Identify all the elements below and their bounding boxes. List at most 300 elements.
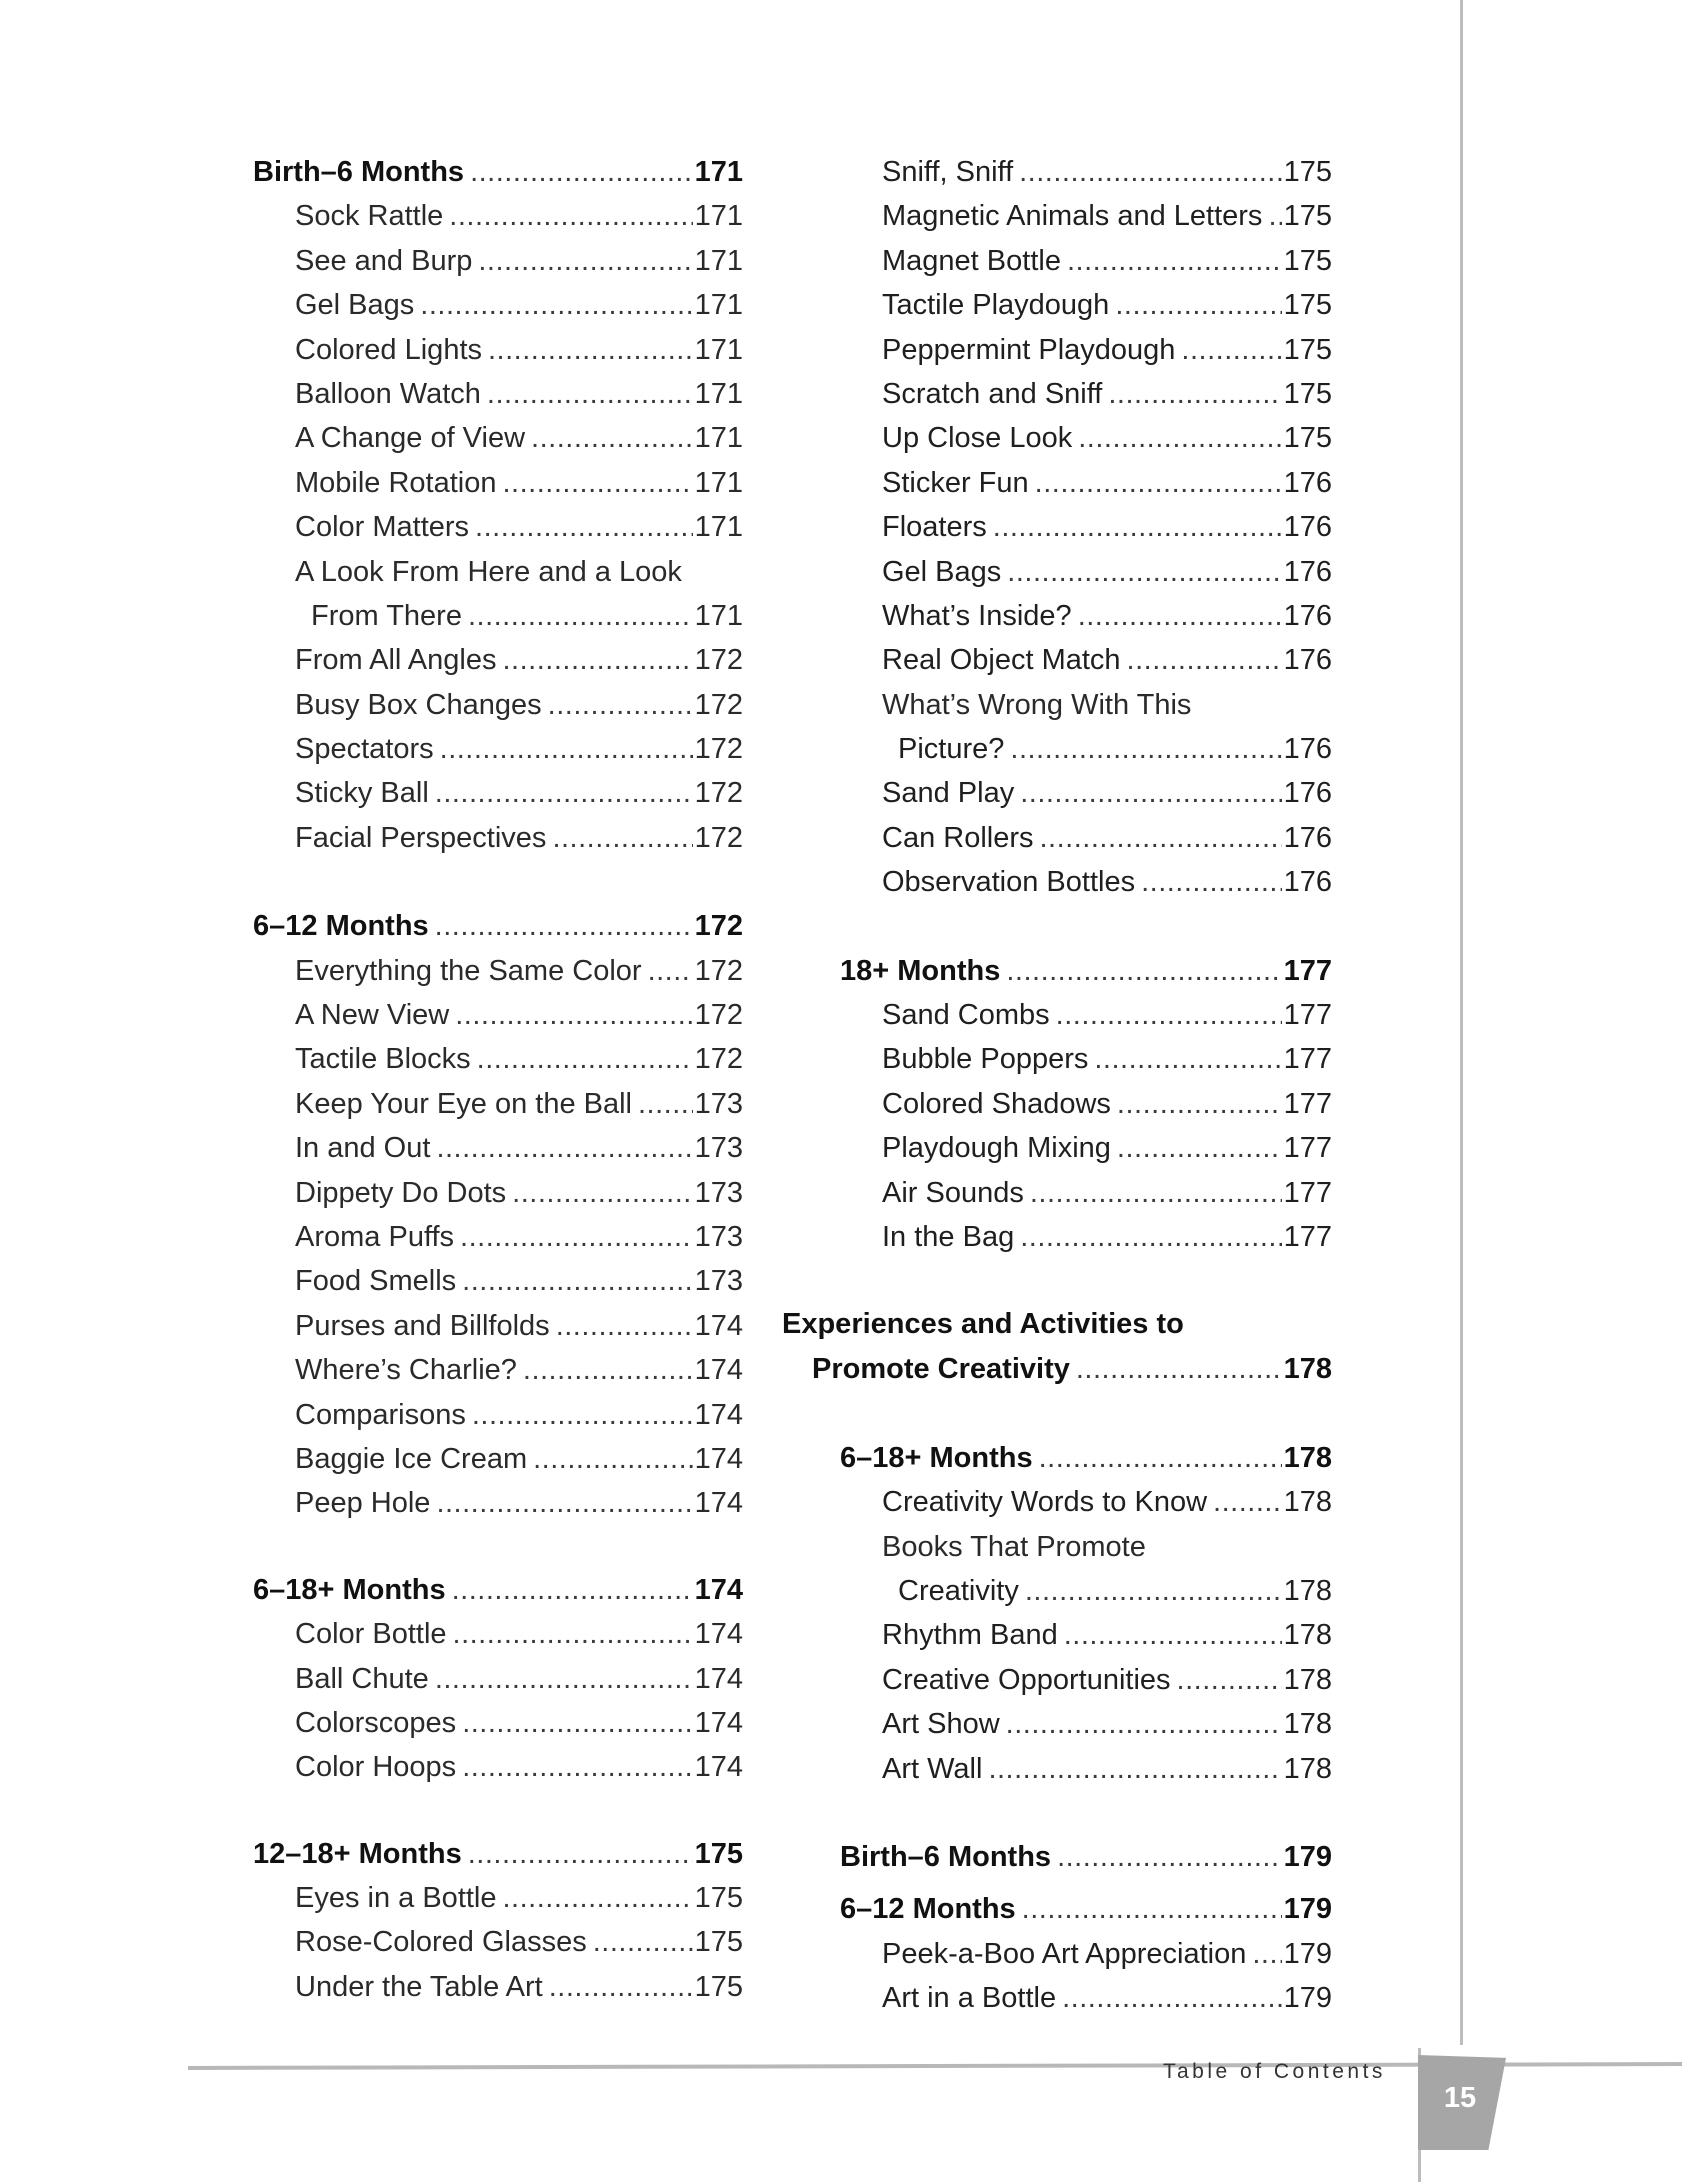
dot-leader bbox=[1127, 638, 1282, 682]
toc-entry-title: Sock Rattle bbox=[295, 200, 444, 233]
toc-page-number: 178 bbox=[1283, 1353, 1332, 1386]
toc-page-number: 177 bbox=[1283, 954, 1332, 987]
toc-entry-first-line: A Look From Here and a Look bbox=[295, 555, 682, 588]
dot-leader bbox=[1030, 1171, 1282, 1215]
toc-page-number: 173 bbox=[694, 1220, 743, 1253]
toc-entry-title: Birth–6 Months bbox=[840, 1840, 1052, 1873]
toc-entry-title: Picture? bbox=[898, 733, 1005, 766]
toc-page-number: 176 bbox=[1283, 644, 1332, 677]
toc-page-number: 177 bbox=[1283, 1043, 1332, 1076]
toc-page-number: 173 bbox=[694, 1087, 743, 1120]
toc-entry-title: Creativity bbox=[898, 1574, 1019, 1607]
toc-entry-title: Gel Bags bbox=[882, 555, 1002, 588]
age-group-heading[interactable] bbox=[782, 1835, 1332, 1879]
toc-entry-title: Colored Lights bbox=[295, 333, 482, 366]
toc-entry-title: Promote Creativity bbox=[812, 1353, 1070, 1386]
toc-page-number: 178 bbox=[1283, 1708, 1332, 1741]
page-number: 15 bbox=[1443, 2082, 1477, 2114]
dot-leader bbox=[1039, 1436, 1282, 1480]
toc-entry[interactable] bbox=[253, 416, 743, 460]
toc-entry[interactable] bbox=[253, 1393, 743, 1437]
toc-page-number: 176 bbox=[1283, 733, 1332, 766]
dot-leader bbox=[1056, 993, 1282, 1037]
toc-page-number: 178 bbox=[1283, 1619, 1332, 1652]
toc-entry-title: From There bbox=[311, 599, 462, 632]
toc-entry-title: Where’s Charlie? bbox=[295, 1354, 517, 1387]
dot-leader bbox=[453, 1612, 693, 1656]
section-heading-line: Experiences and Activities to bbox=[782, 1308, 1184, 1341]
dot-leader bbox=[487, 372, 693, 416]
age-group-heading[interactable] bbox=[253, 1832, 743, 1876]
spacer bbox=[253, 860, 743, 904]
toc-entry[interactable] bbox=[253, 1965, 743, 2009]
toc-page-number: 171 bbox=[694, 289, 743, 322]
toc-entry-title: Bubble Poppers bbox=[882, 1043, 1089, 1076]
dot-leader bbox=[1177, 1658, 1282, 1702]
dot-leader bbox=[548, 683, 693, 727]
toc-entry[interactable] bbox=[253, 283, 743, 327]
toc-entry-title: Rhythm Band bbox=[882, 1619, 1058, 1652]
toc-entry-title: Playdough Mixing bbox=[882, 1132, 1111, 1165]
toc-entry[interactable] bbox=[253, 1437, 743, 1481]
dot-leader bbox=[462, 1701, 692, 1745]
toc-page-number: 172 bbox=[694, 999, 743, 1032]
toc-entry-title: 6–18+ Months bbox=[253, 1573, 446, 1606]
toc-page-number: 178 bbox=[1283, 1574, 1332, 1607]
toc-entry[interactable] bbox=[253, 1082, 743, 1126]
toc-page-number: 171 bbox=[694, 333, 743, 366]
left-column bbox=[253, 150, 743, 2009]
toc-entry[interactable] bbox=[253, 1876, 743, 1920]
right-column bbox=[782, 150, 1332, 2020]
toc-entry[interactable] bbox=[253, 1215, 743, 1259]
dot-leader bbox=[1035, 461, 1282, 505]
toc-entry-title: Sand Play bbox=[882, 777, 1015, 810]
toc-entry-title: Aroma Puffs bbox=[295, 1220, 455, 1253]
toc-entry[interactable] bbox=[782, 461, 1332, 505]
dot-leader bbox=[1019, 150, 1281, 194]
age-group-heading[interactable] bbox=[782, 1887, 1332, 1931]
toc-page-number: 179 bbox=[1283, 1893, 1332, 1926]
dot-leader bbox=[478, 239, 692, 283]
toc-entry-title: Can Rollers bbox=[882, 821, 1034, 854]
dot-leader bbox=[1064, 1613, 1282, 1657]
dot-leader bbox=[435, 904, 693, 948]
section-heading[interactable] bbox=[782, 1347, 1332, 1391]
dot-leader bbox=[435, 771, 693, 815]
toc-entry[interactable] bbox=[253, 1481, 743, 1525]
toc-entry-title: Comparisons bbox=[295, 1398, 466, 1431]
toc-page-number: 177 bbox=[1283, 1132, 1332, 1165]
toc-page-number: 177 bbox=[1283, 1220, 1332, 1253]
toc-entry-title: Food Smells bbox=[295, 1265, 457, 1298]
dot-leader bbox=[593, 1920, 693, 1964]
dot-leader bbox=[556, 1304, 693, 1348]
dot-leader bbox=[638, 1082, 693, 1126]
age-group-heading[interactable] bbox=[253, 904, 743, 948]
toc-entry-title: Sticky Ball bbox=[295, 777, 429, 810]
toc-entry-title: Magnet Bottle bbox=[882, 244, 1061, 277]
toc-entry-title: Color Bottle bbox=[295, 1618, 447, 1651]
toc-page-number: 172 bbox=[694, 644, 743, 677]
toc-entry[interactable] bbox=[782, 1932, 1332, 1976]
toc-entry[interactable] bbox=[253, 1259, 743, 1303]
dot-leader bbox=[1062, 1976, 1282, 2020]
toc-entry-title: Art Wall bbox=[882, 1752, 983, 1785]
dot-leader bbox=[533, 1437, 692, 1481]
toc-entry-title: Everything the Same Color bbox=[295, 954, 642, 987]
toc-entry[interactable] bbox=[782, 1569, 1332, 1613]
toc-entry[interactable] bbox=[253, 1701, 743, 1745]
dot-leader bbox=[462, 1259, 692, 1303]
dot-leader bbox=[1020, 1215, 1281, 1259]
spacer bbox=[782, 1791, 1332, 1835]
toc-entry-title: 6–12 Months bbox=[840, 1893, 1016, 1926]
toc-entry[interactable] bbox=[253, 1745, 743, 1789]
toc-page-number: 175 bbox=[1283, 333, 1332, 366]
toc-entry[interactable] bbox=[782, 1082, 1332, 1126]
dot-leader bbox=[1117, 1082, 1282, 1126]
toc-page-number: 171 bbox=[694, 511, 743, 544]
toc-entry[interactable] bbox=[782, 1702, 1332, 1746]
toc-entry-title: Magnetic Animals and Letters bbox=[882, 200, 1263, 233]
toc-entry[interactable] bbox=[782, 239, 1332, 283]
toc-entry[interactable] bbox=[782, 1613, 1332, 1657]
toc-page-number: 178 bbox=[1283, 1486, 1332, 1519]
dot-leader bbox=[1010, 727, 1281, 771]
dot-leader bbox=[988, 1747, 1281, 1791]
spacer bbox=[782, 1259, 1332, 1301]
toc-entry[interactable] bbox=[782, 1037, 1332, 1081]
toc-entry-title: Air Sounds bbox=[882, 1176, 1024, 1209]
dot-leader bbox=[1057, 1835, 1282, 1879]
dot-leader bbox=[460, 1215, 693, 1259]
toc-page-number: 176 bbox=[1283, 466, 1332, 499]
dot-leader bbox=[436, 1126, 692, 1170]
dot-leader bbox=[470, 150, 693, 194]
toc-entry[interactable] bbox=[782, 372, 1332, 416]
toc-entry-title: Color Matters bbox=[295, 511, 470, 544]
toc-page-number: 172 bbox=[694, 777, 743, 810]
toc-entry-title: Ball Chute bbox=[295, 1662, 429, 1695]
toc-entry[interactable] bbox=[782, 993, 1332, 1037]
toc-entry-title: Sticker Fun bbox=[882, 466, 1029, 499]
toc-entry[interactable] bbox=[782, 150, 1332, 194]
toc-page-number: 176 bbox=[1283, 511, 1332, 544]
toc-entry[interactable] bbox=[253, 1612, 743, 1656]
spacer bbox=[782, 1392, 1332, 1436]
toc-entry-title: 6–18+ Months bbox=[840, 1441, 1033, 1474]
toc-entry[interactable] bbox=[253, 239, 743, 283]
toc-entry-title: Tactile Blocks bbox=[295, 1043, 471, 1076]
toc-entry[interactable] bbox=[253, 638, 743, 682]
toc-entry[interactable] bbox=[782, 816, 1332, 860]
toc-entry-title: Art Show bbox=[882, 1708, 1000, 1741]
toc-page-number: 171 bbox=[694, 422, 743, 455]
toc-page-number: 174 bbox=[694, 1354, 743, 1387]
toc-entry[interactable] bbox=[782, 416, 1332, 460]
toc-entry[interactable] bbox=[782, 1126, 1332, 1170]
dot-leader bbox=[993, 505, 1282, 549]
toc-entry-first-line: Books That Promote bbox=[882, 1530, 1146, 1563]
toc-page-number: 178 bbox=[1283, 1441, 1332, 1474]
toc-page-number: 172 bbox=[694, 954, 743, 987]
age-group-heading[interactable] bbox=[253, 150, 743, 194]
toc-page-number: 176 bbox=[1283, 777, 1332, 810]
dot-leader bbox=[503, 1876, 693, 1920]
dot-leader bbox=[1007, 550, 1281, 594]
toc-entry[interactable] bbox=[253, 727, 743, 771]
toc-page-number: 178 bbox=[1283, 1752, 1332, 1785]
toc-page-number: 175 bbox=[1283, 244, 1332, 277]
toc-page-number: 179 bbox=[1283, 1937, 1332, 1970]
toc-entry-title: Purses and Billfolds bbox=[295, 1309, 550, 1342]
toc-entry[interactable] bbox=[782, 1976, 1332, 2020]
toc-page-number: 171 bbox=[694, 377, 743, 410]
toc-entry[interactable] bbox=[782, 283, 1332, 327]
toc-entry[interactable] bbox=[253, 1657, 743, 1701]
dot-leader bbox=[1268, 194, 1281, 238]
toc-page-number: 175 bbox=[1283, 422, 1332, 455]
dot-leader bbox=[1094, 1037, 1281, 1081]
toc-entry-title: Dippety Do Dots bbox=[295, 1176, 507, 1209]
toc-page-number: 172 bbox=[694, 910, 743, 943]
toc-page-number: 173 bbox=[694, 1176, 743, 1209]
toc-entry[interactable] bbox=[782, 638, 1332, 682]
toc-page-number: 171 bbox=[694, 200, 743, 233]
dot-leader bbox=[1022, 1887, 1282, 1931]
dot-leader bbox=[475, 505, 693, 549]
dot-leader bbox=[1252, 1932, 1281, 1976]
toc-entry[interactable] bbox=[253, 949, 743, 993]
toc-entry[interactable] bbox=[782, 1171, 1332, 1215]
dot-leader bbox=[449, 194, 692, 238]
toc-entry[interactable] bbox=[253, 372, 743, 416]
toc-entry[interactable] bbox=[782, 1215, 1332, 1259]
dot-leader bbox=[477, 1037, 693, 1081]
dot-leader bbox=[462, 1745, 692, 1789]
toc-page-number: 176 bbox=[1283, 821, 1332, 854]
dot-leader bbox=[472, 1393, 693, 1437]
toc-page-number: 175 bbox=[1283, 156, 1332, 188]
toc-page-number: 175 bbox=[1283, 289, 1332, 322]
dot-leader bbox=[455, 993, 692, 1037]
toc-entry[interactable] bbox=[782, 771, 1332, 815]
toc-entry-title: Balloon Watch bbox=[295, 377, 481, 410]
toc-entry-title: Busy Box Changes bbox=[295, 688, 542, 721]
dot-leader bbox=[549, 1965, 693, 2009]
toc-entry[interactable] bbox=[782, 727, 1332, 771]
toc-page-number: 175 bbox=[1283, 377, 1332, 410]
toc-entry-title: Sand Combs bbox=[882, 999, 1050, 1032]
toc-entry-title: Art in a Bottle bbox=[882, 1982, 1057, 2015]
toc-entry-title: Rose-Colored Glasses bbox=[295, 1926, 587, 1959]
toc-entry[interactable] bbox=[253, 683, 743, 727]
toc-page-number: 173 bbox=[694, 1132, 743, 1165]
toc-entry-title: Sniff, Sniff bbox=[882, 156, 1014, 188]
dot-leader bbox=[1006, 949, 1281, 993]
dot-leader bbox=[440, 727, 693, 771]
toc-page-number: 174 bbox=[694, 1442, 743, 1475]
dot-leader bbox=[1025, 1569, 1282, 1613]
toc-entry-title: Spectators bbox=[295, 733, 434, 766]
toc-entry-title: Peppermint Playdough bbox=[882, 333, 1176, 366]
toc-entry-title: Floaters bbox=[882, 511, 987, 544]
toc-entry-title: Facial Perspectives bbox=[295, 821, 547, 854]
toc-entry[interactable] bbox=[782, 194, 1332, 238]
spacer bbox=[782, 905, 1332, 949]
toc-entry-title: A Change of View bbox=[295, 422, 526, 455]
spacer bbox=[253, 1526, 743, 1568]
toc-entry-title: Up Close Look bbox=[882, 422, 1073, 455]
toc-entry[interactable] bbox=[782, 594, 1332, 638]
dot-leader bbox=[503, 461, 693, 505]
toc-entry[interactable] bbox=[782, 1480, 1332, 1524]
toc-page-number: 176 bbox=[1283, 599, 1332, 632]
toc-entry[interactable] bbox=[253, 1348, 743, 1392]
toc-entry[interactable] bbox=[253, 1037, 743, 1081]
dot-leader bbox=[1141, 860, 1282, 904]
toc-entry-title: 6–12 Months bbox=[253, 910, 429, 943]
toc-entry[interactable] bbox=[253, 594, 743, 638]
dot-leader bbox=[512, 1171, 692, 1215]
toc-page-number: 174 bbox=[694, 1751, 743, 1784]
toc-page-number: 172 bbox=[694, 821, 743, 854]
toc-entry-title: In the Bag bbox=[882, 1220, 1015, 1253]
toc-entry-title: Real Object Match bbox=[882, 644, 1121, 677]
dot-leader bbox=[1067, 239, 1282, 283]
toc-page-number: 176 bbox=[1283, 555, 1332, 588]
toc-entry[interactable] bbox=[782, 328, 1332, 372]
toc-page-number: 174 bbox=[694, 1573, 743, 1606]
toc-entry-title: Peek-a-Boo Art Appreciation bbox=[882, 1937, 1247, 1970]
toc-entry-title: Observation Bottles bbox=[882, 866, 1136, 899]
dot-leader bbox=[1006, 1702, 1282, 1746]
dot-leader bbox=[1115, 283, 1281, 327]
toc-entry-title: See and Burp bbox=[295, 244, 473, 277]
toc-page-number: 173 bbox=[694, 1265, 743, 1298]
toc-page-number: 175 bbox=[694, 1970, 743, 2003]
toc-page-number: 179 bbox=[1283, 1840, 1332, 1873]
toc-entry[interactable] bbox=[253, 993, 743, 1037]
toc-entry[interactable] bbox=[782, 1747, 1332, 1791]
toc-entry-title: Creative Opportunities bbox=[882, 1663, 1171, 1696]
toc-entry-title: 12–18+ Months bbox=[253, 1837, 462, 1870]
dot-leader bbox=[1020, 771, 1281, 815]
toc-entry-title: Colorscopes bbox=[295, 1706, 457, 1739]
toc-entry[interactable] bbox=[782, 1658, 1332, 1702]
toc-entry[interactable] bbox=[253, 461, 743, 505]
toc-entry[interactable] bbox=[782, 505, 1332, 549]
dot-leader bbox=[468, 594, 693, 638]
toc-entry-title: Gel Bags bbox=[295, 289, 415, 322]
toc-entry-title: Under the Table Art bbox=[295, 1970, 543, 2003]
toc-entry-title: 18+ Months bbox=[840, 954, 1001, 987]
toc-entry[interactable] bbox=[253, 1171, 743, 1215]
age-group-heading[interactable] bbox=[782, 949, 1332, 993]
spacer bbox=[253, 1790, 743, 1832]
toc-entry-title: In and Out bbox=[295, 1132, 431, 1165]
toc-page-number: 172 bbox=[694, 1043, 743, 1076]
toc-page-number: 177 bbox=[1283, 1087, 1332, 1120]
dot-leader bbox=[648, 949, 693, 993]
dot-leader bbox=[502, 638, 692, 682]
dot-leader bbox=[1078, 416, 1281, 460]
right-border-line bbox=[1460, 0, 1463, 2045]
dot-leader bbox=[452, 1568, 693, 1612]
toc-entry-title: From All Angles bbox=[295, 644, 497, 677]
toc-page-number: 175 bbox=[1283, 200, 1332, 233]
dot-leader bbox=[1181, 328, 1281, 372]
toc-page-number: 174 bbox=[694, 1706, 743, 1739]
dot-leader bbox=[1078, 594, 1282, 638]
toc-entry-first-line: What’s Wrong With This bbox=[882, 688, 1192, 721]
toc-page-number: 171 bbox=[694, 244, 743, 277]
toc-page-number: 174 bbox=[694, 1487, 743, 1520]
dot-leader bbox=[488, 328, 693, 372]
toc-page-number: 175 bbox=[694, 1926, 743, 1959]
toc-page-number: 174 bbox=[694, 1618, 743, 1651]
dot-leader bbox=[1213, 1480, 1282, 1524]
dot-leader bbox=[468, 1832, 693, 1876]
toc-entry-title: Tactile Playdough bbox=[882, 289, 1110, 322]
toc-entry[interactable] bbox=[253, 505, 743, 549]
toc-page-number: 174 bbox=[694, 1662, 743, 1695]
toc-entry-title: What’s Inside? bbox=[882, 599, 1072, 632]
dot-leader bbox=[435, 1657, 693, 1701]
age-group-heading[interactable] bbox=[782, 1436, 1332, 1480]
toc-entry[interactable] bbox=[253, 1126, 743, 1170]
footer-label: Table of Contents bbox=[1163, 2060, 1386, 2083]
toc-entry[interactable] bbox=[253, 1304, 743, 1348]
dot-leader bbox=[1040, 816, 1282, 860]
toc-page-number: 175 bbox=[694, 1837, 743, 1870]
toc-entry-title: Scratch and Sniff bbox=[882, 377, 1103, 410]
toc-entry-title: Colored Shadows bbox=[882, 1087, 1111, 1120]
spacer bbox=[782, 1879, 1332, 1887]
dot-leader bbox=[420, 283, 692, 327]
dot-leader bbox=[531, 416, 693, 460]
toc-page-number: 171 bbox=[694, 466, 743, 499]
toc-entry[interactable] bbox=[253, 816, 743, 860]
toc-page-number: 179 bbox=[1283, 1982, 1332, 2015]
dot-leader bbox=[436, 1481, 692, 1525]
toc-page-number: 178 bbox=[1283, 1663, 1332, 1696]
dot-leader bbox=[1108, 372, 1281, 416]
toc-page-number: 172 bbox=[694, 688, 743, 721]
toc-entry[interactable] bbox=[253, 194, 743, 238]
toc-page-number: 174 bbox=[694, 1309, 743, 1342]
toc-entry[interactable] bbox=[253, 771, 743, 815]
toc-page-number: 177 bbox=[1283, 1176, 1332, 1209]
toc-entry[interactable] bbox=[253, 1920, 743, 1964]
toc-entry-title: Color Hoops bbox=[295, 1751, 457, 1784]
dot-leader bbox=[523, 1348, 693, 1392]
toc-entry[interactable] bbox=[782, 550, 1332, 594]
toc-entry-title: Birth–6 Months bbox=[253, 156, 465, 188]
age-group-heading[interactable] bbox=[253, 1568, 743, 1612]
toc-page-number: 172 bbox=[694, 733, 743, 766]
toc-page-number: 176 bbox=[1283, 866, 1332, 899]
toc-entry[interactable] bbox=[782, 860, 1332, 904]
toc-entry-title: Baggie Ice Cream bbox=[295, 1442, 528, 1475]
toc-entry-title: Mobile Rotation bbox=[295, 466, 497, 499]
toc-page-number: 177 bbox=[1283, 999, 1332, 1032]
dot-leader bbox=[1076, 1347, 1282, 1391]
toc-entry[interactable] bbox=[253, 328, 743, 372]
toc-page-number: 174 bbox=[694, 1398, 743, 1431]
dot-leader bbox=[1117, 1126, 1282, 1170]
